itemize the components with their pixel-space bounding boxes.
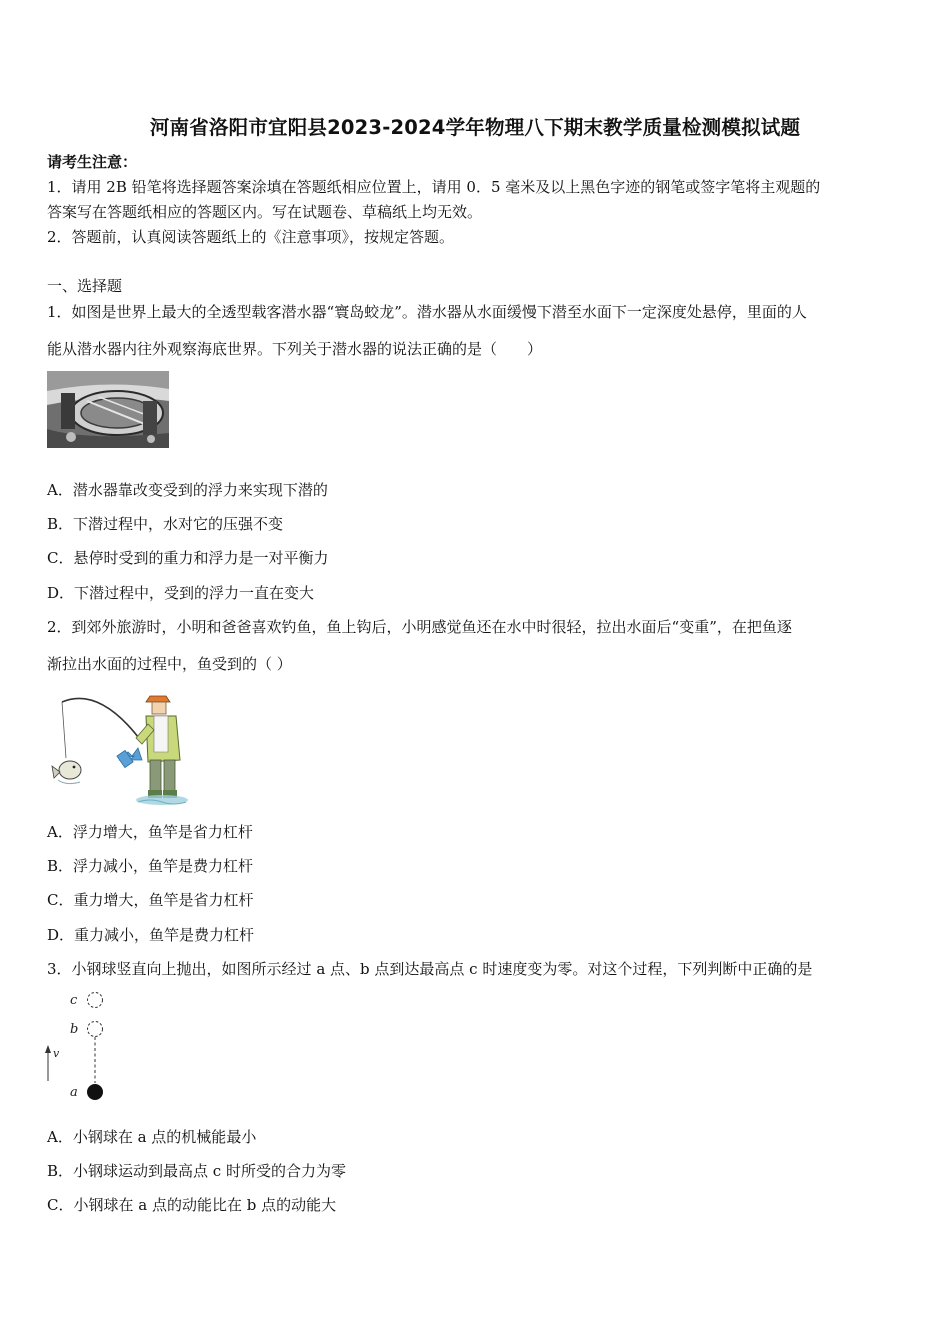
point-b-label: b [70,1022,79,1037]
exam-title: 河南省洛阳市宜阳县2023-2024学年物理八下期末教学质量检测模拟试题 [149,116,801,139]
q1-option-a: A．潜水器靠改变受到的浮力来实现下潜的 [47,481,328,499]
velocity-label: v [53,1047,60,1060]
q2-option-a: A．浮力增大，鱼竿是省力杠杆 [47,823,253,841]
q3-option-a: A．小钢球在 a 点的机械能最小 [47,1128,257,1146]
q3-option-b: B．小钢球运动到最高点 c 时所受的合力为零 [47,1162,346,1180]
notice-heading: 请考生注意： [47,153,138,171]
point-a-label: a [70,1085,78,1100]
q2-option-d: D．重力减小，鱼竿是费力杠杆 [47,926,255,944]
q1-option-b: B．下潜过程中，水对它的压强不变 [47,515,284,533]
q1-stem-line2: 能从潜水器内往外观察海底世界。下列关于潜水器的说法正确的是（ ） [47,340,543,358]
q1-option-c: C．悬停时受到的重力和浮力是一对平衡力 [47,549,329,567]
section-heading: 一、选择题 [47,277,123,295]
q2-stem-line1: 2．到郊外旅游时，小明和爸爸喜欢钓鱼，鱼上钩后，小明感觉鱼还在水中时很轻，拉出水面后“变重”，在把鱼逐 [47,618,792,636]
point-c-label: c [70,993,78,1008]
q3-option-c: C．小钢球在 a 点的动能比在 b 点的动能大 [47,1196,337,1214]
q1-option-d: D．下潜过程中，受到的浮力一直在变大 [47,584,315,602]
notice-line-1a: 1．请用 2B 铅笔将选择题答案涂填在答题纸相应位置上，请用 0．5 毫米及以上黑色字迹的钢笔或签字笔将主观题的 [47,178,821,196]
fishing-illustration [50,690,190,810]
submersible-photo [47,371,169,448]
steel-ball-diagram [40,985,120,1105]
q1-stem-line1: 1．如图是世界上最大的全透型载客潜水器“寰岛蛟龙”。潜水器从水面缓慢下潜至水面下一定深度处悬停，里面的人 [47,303,807,321]
q2-option-c: C．重力增大，鱼竿是省力杠杆 [47,891,254,909]
notice-line-2: 2．答题前，认真阅读答题纸上的《注意事项》，按规定答题。 [47,228,455,246]
q3-stem-line1: 3．小钢球竖直向上抛出，如图所示经过 a 点、b 点到达最高点 c 时速度变为零。对这个过程，下列判断中正确的是 [47,960,813,978]
notice-line-1b: 答案写在答题纸相应的答题区内。写在试题卷、草稿纸上均无效。 [47,203,483,221]
q2-option-b: B．浮力减小，鱼竿是费力杠杆 [47,857,254,875]
q2-stem-line2: 渐拉出水面的过程中，鱼受到的（ ） [47,655,292,673]
